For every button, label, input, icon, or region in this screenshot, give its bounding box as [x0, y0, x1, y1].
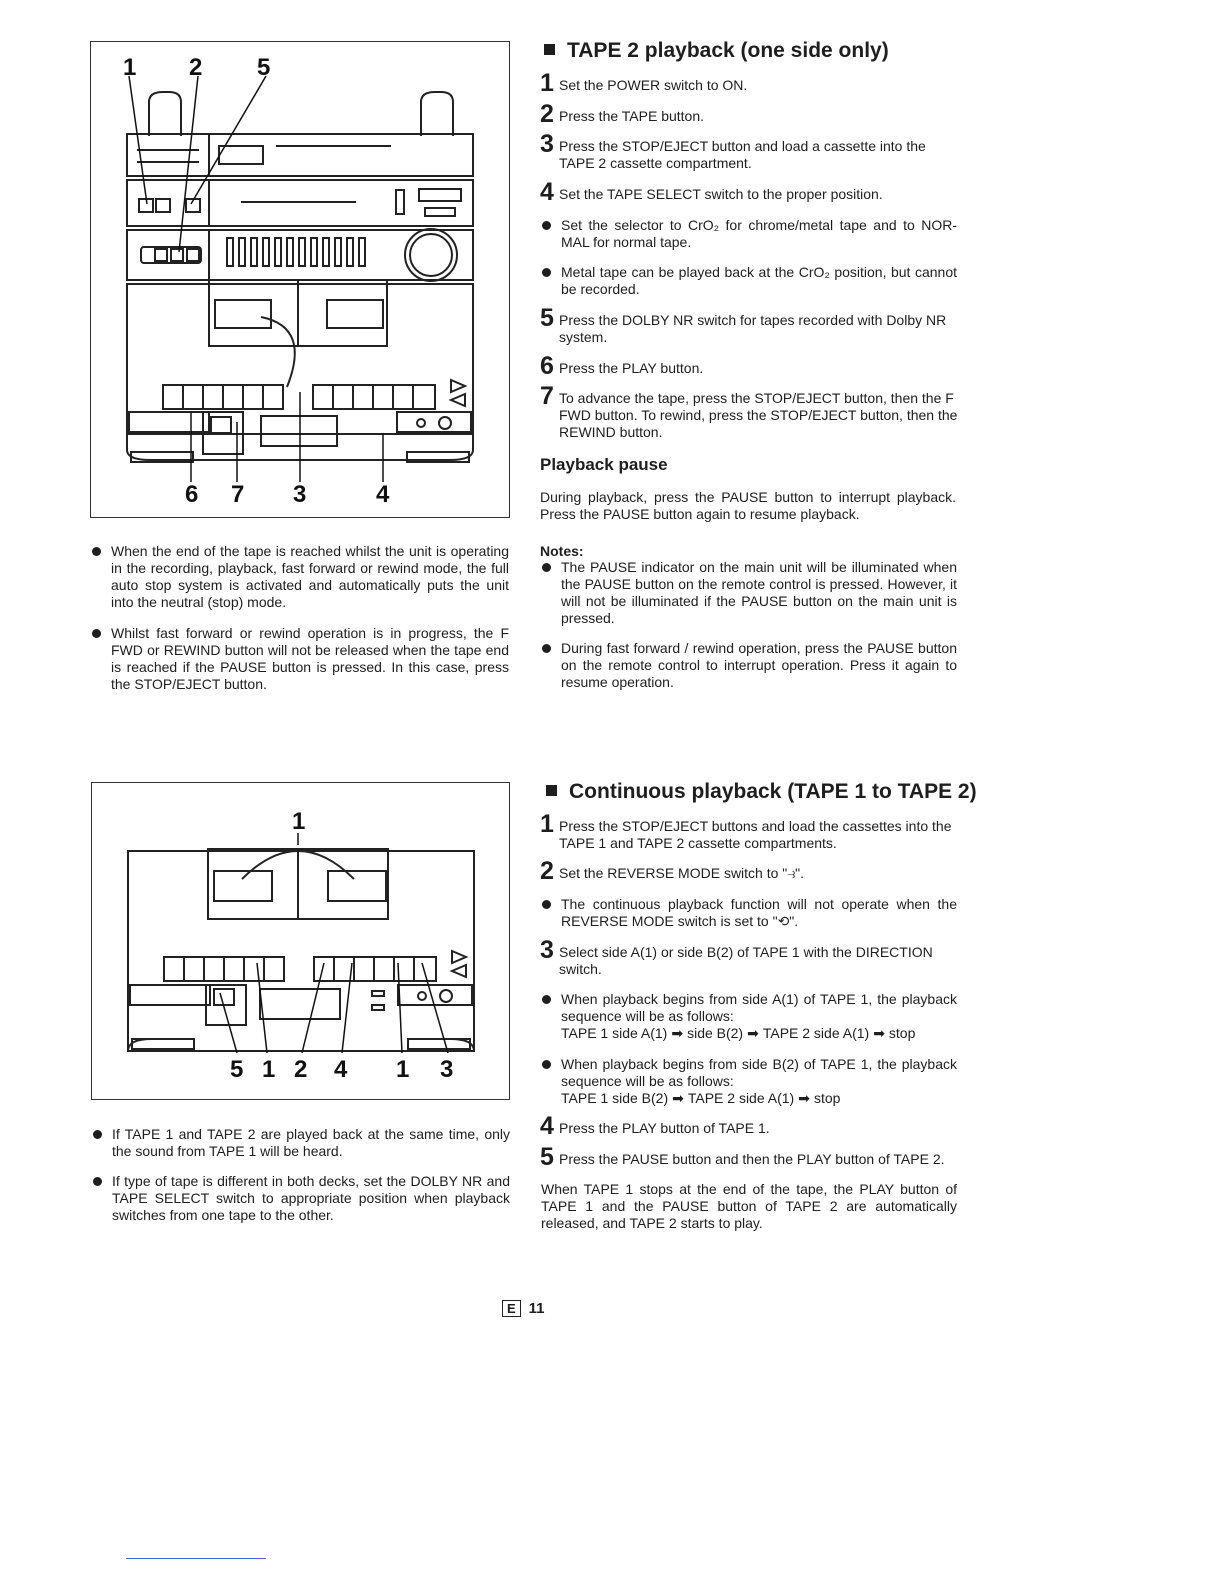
callout-5: 5 — [257, 54, 271, 81]
bullet-icon — [542, 221, 551, 230]
callout-1: 1 — [123, 54, 137, 81]
cont-step-1: 1 Press the STOP/EJECT buttons and load the cassettes into the TAPE 1 and TAPE 2 cassette compartments. — [540, 810, 952, 851]
callout-6: 6 — [185, 481, 199, 508]
page-number: E 11 — [502, 1300, 545, 1317]
cont-step-5: 5 Press the PAUSE button and then the PLAY button of TAPE 2. — [540, 1143, 945, 1171]
note-pause-indicator: The PAUSE indicator on the main unit will be illuminated when the PAUSE button on the remote control is pressed. However, it will not be illuminated if the PAUSE button on the main unit is pressed. — [542, 559, 957, 627]
callout-1: 1 — [262, 1056, 276, 1083]
bullet-icon — [542, 1060, 551, 1069]
callout-2: 2 — [189, 54, 203, 81]
callout-4: 4 — [334, 1056, 348, 1083]
stereo-illustration — [91, 42, 509, 517]
cont-step-4: 4 Press the PLAY button of TAPE 1. — [540, 1112, 770, 1140]
callout-4: 4 — [376, 481, 390, 508]
heading-tape2-playback: TAPE 2 playback (one side only) — [544, 38, 889, 64]
tape2-step-2: 2 Press the TAPE button. — [540, 100, 705, 128]
tape2-step-1: 1 Set the POWER switch to ON. — [540, 69, 748, 97]
callout-7: 7 — [231, 481, 245, 508]
tape2-bullet-metal: Metal tape can be played back at the CrO₂ position, but cannot be recorded. — [542, 264, 957, 298]
arrow-right-icon: ➡ — [873, 1025, 885, 1041]
arrow-right-icon: ➡ — [672, 1090, 684, 1106]
note-simultaneous: If TAPE 1 and TAPE 2 are played back at the same time, only the sound from TAPE 1 will be heard. — [93, 1126, 510, 1160]
bullet-icon — [93, 1130, 102, 1139]
bullet-icon — [542, 268, 551, 277]
sequence-b: TAPE 1 side B(2) ➡ TAPE 2 side A(1) ➡ stop — [561, 1090, 841, 1106]
tape2-step-5: 5 Press the DOLBY NR switch for tapes recorded with Dolby NR system. — [540, 304, 947, 345]
figure-stereo-front — [90, 41, 510, 518]
callout-3: 3 — [440, 1056, 454, 1083]
arrow-right-icon: ➡ — [798, 1090, 810, 1106]
tape2-step-6: 6 Press the PLAY button. — [540, 352, 704, 380]
note-fast-forward: Whilst fast forward or rewind operation is in progress, the F FWD or REWIND button will not be released when the tape end is reached if the PAUSE button is pressed. In this case, press the STOP/EJECT button. — [92, 625, 509, 693]
cont-bullet-seq-a: When playback begins from side A(1) of TAPE 1, the playback sequence will be as follows: TAPE 1 side A(1) ➡ side B(2) ➡ TAPE 2 side A(1) ➡ stop — [542, 991, 957, 1042]
cont-bullet-reverse: The continuous playback function will not operate when the REVERSE MODE switch is set to "⟲". — [542, 896, 957, 930]
heading-continuous-playback: Continuous playback (TAPE 1 to TAPE 2) — [546, 779, 977, 805]
cassette-illustration — [92, 783, 509, 1099]
tape2-bullet-selector: Set the selector to CrO₂ for chrome/metal tape and to NOR-MAL for normal tape. — [542, 217, 957, 251]
footer-rule — [126, 1558, 266, 1559]
cont-step-2: 2 Set the REVERSE MODE switch to "⥽". — [540, 857, 805, 885]
cont-step-3: 3 Select side A(1) or side B(2) of TAPE 1 with the DIRECTION switch. — [540, 936, 933, 977]
arrow-right-icon: ➡ — [747, 1025, 759, 1041]
cont-bullet-seq-b: When playback begins from side B(2) of TAPE 1, the playback sequence will be as follows: TAPE 1 side B(2) ➡ TAPE 2 side A(1) ➡ stop — [542, 1056, 957, 1107]
cont-closing-text: When TAPE 1 stops at the end of the tape, the PLAY button of TAPE 1 and the PAUSE button of TAPE 2 are automatically released, and TAPE 2 starts to play. — [541, 1181, 957, 1231]
sequence-a: TAPE 1 side A(1) ➡ side B(2) ➡ TAPE 2 side A(1) ➡ stop — [561, 1025, 916, 1041]
notes-label: Notes: — [540, 543, 584, 559]
bullet-icon — [93, 1177, 102, 1186]
pause-text: During playback, press the PAUSE button to interrupt playback. Press the PAUSE button again to resume playback. — [540, 489, 956, 522]
arrow-right-icon: ➡ — [671, 1025, 684, 1041]
bullet-icon — [542, 900, 551, 909]
bullet-icon — [542, 563, 551, 572]
heading-playback-pause: Playback pause — [540, 455, 668, 474]
bullet-icon — [542, 644, 551, 653]
square-bullet-icon — [546, 785, 557, 796]
page-letter-box: E — [502, 1300, 521, 1317]
bullet-icon — [92, 547, 101, 556]
note-pause-ffwd: During fast forward / rewind operation, press the PAUSE button on the remote control to interrupt operation. Press it again to resume operation. — [542, 640, 957, 691]
tape2-step-3: 3 Press the STOP/EJECT button and load a cassette into the TAPE 2 cassette compartment. — [540, 130, 926, 171]
callout-5: 5 — [230, 1056, 244, 1083]
figure-cassette-decks — [91, 782, 510, 1100]
callout-2: 2 — [294, 1056, 308, 1083]
callout-1: 1 — [396, 1056, 410, 1083]
bullet-icon — [542, 995, 551, 1004]
callout-1: 1 — [292, 808, 306, 835]
square-bullet-icon — [544, 44, 555, 55]
note-auto-stop: When the end of the tape is reached whilst the unit is operating in the recording, playback, fast forward or rewind mode, the full auto stop system is activated and automatically puts the unit into the neutral (stop) mode. — [92, 543, 509, 611]
callout-3: 3 — [293, 481, 307, 508]
bullet-icon — [92, 629, 101, 638]
note-tape-type: If type of tape is different in both decks, set the DOLBY NR and TAPE SELECT switch to appropriate position when playback switches from one tape to the other. — [93, 1173, 510, 1224]
tape2-step-7: 7 To advance the tape, press the STOP/EJECT button, then the F FWD button. To rewind, press the STOP/EJECT button, then the REWIND button. — [540, 382, 958, 440]
tape2-step-4: 4 Set the TAPE SELECT switch to the proper position. — [540, 178, 883, 206]
